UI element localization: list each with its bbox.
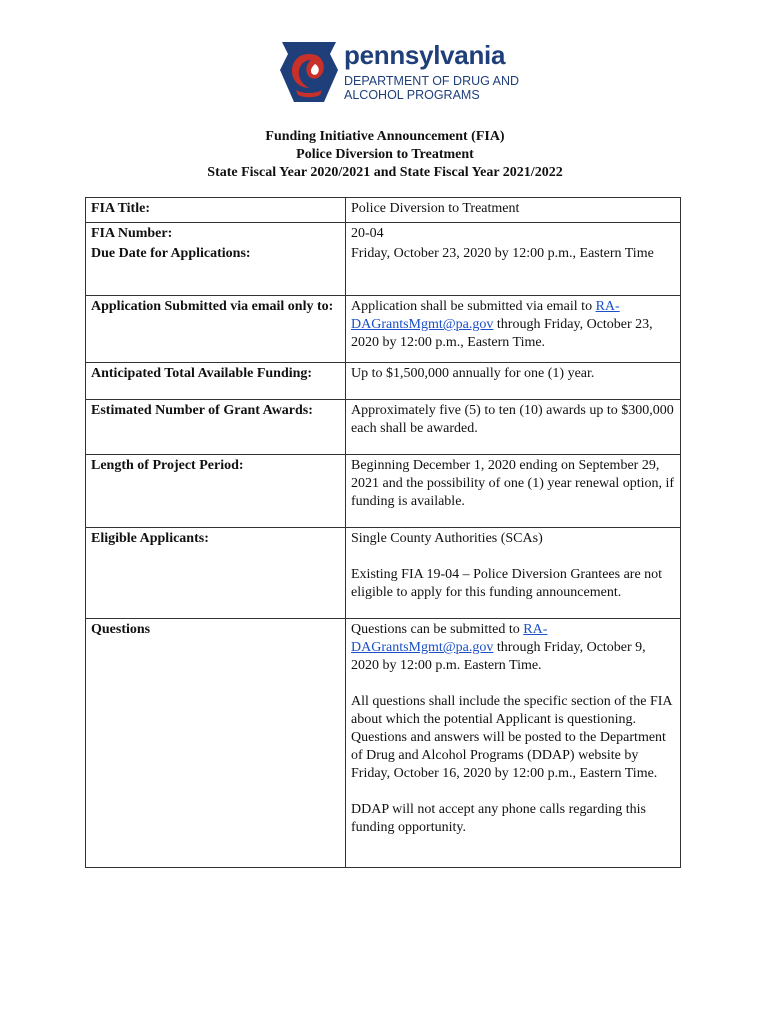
submission-value: Application shall be submitted via email to RA-DAGrantsMgmt@pa.gov through Friday, October 23, 2020 by 12:00 p.m., Eastern Time. xyxy=(346,296,681,363)
document-heading xyxy=(0,128,770,182)
department-line-2: ALCOHOL PROGRAMS xyxy=(344,88,480,102)
fia-number-value: 20-04 xyxy=(346,223,681,244)
table-row xyxy=(86,455,681,528)
eligible-value-1: Single County Authorities (SCAs) xyxy=(351,531,543,546)
questions-value-3: DDAP will not accept any phone calls regarding this funding opportunity. xyxy=(351,802,646,835)
heading-line-2: Police Diversion to Treatment xyxy=(296,147,474,162)
period-label: Length of Project Period: xyxy=(86,455,346,528)
due-date-label: Due Date for Applications: xyxy=(86,243,346,296)
fia-details-table xyxy=(85,197,681,868)
table-row xyxy=(86,296,681,363)
questions-email-link[interactable]: RA-DAGrantsMgmt@pa.gov xyxy=(351,622,548,655)
eligible-value xyxy=(346,528,681,619)
keystone-phoenix-icon xyxy=(278,40,340,104)
heading-line-1: Funding Initiative Announcement (FIA) xyxy=(265,129,505,144)
table-row xyxy=(86,363,681,400)
eligible-label: Eligible Applicants: xyxy=(86,528,346,619)
brand-name: pennsylvania xyxy=(344,40,506,70)
ddap-logo xyxy=(278,40,538,104)
table-row xyxy=(86,223,681,244)
heading-line-3: State Fiscal Year 2020/2021 and State Fiscal Year 2021/2022 xyxy=(207,165,563,180)
funding-value: Up to $1,500,000 annually for one (1) year. xyxy=(346,363,681,400)
table-row xyxy=(86,243,681,296)
eligible-value-2: Existing FIA 19-04 – Police Diversion Grantees are not eligible to apply for this funding announcement. xyxy=(351,567,663,600)
funding-label: Anticipated Total Available Funding: xyxy=(86,363,346,400)
questions-value xyxy=(346,619,681,868)
period-value: Beginning December 1, 2020 ending on September 29, 2021 and the possibility of one (1) year renewal option, if funding is available. xyxy=(346,455,681,528)
questions-label: Questions xyxy=(86,619,346,868)
fia-title-label: FIA Title: xyxy=(86,198,346,223)
table-row xyxy=(86,528,681,619)
table-row xyxy=(86,619,681,868)
questions-value-1: Questions can be submitted to RA-DAGrantsMgmt@pa.gov through Friday, October 9, 2020 by 12:00 p.m. Eastern Time. xyxy=(351,622,646,673)
due-date-value: Friday, October 23, 2020 by 12:00 p.m., Eastern Time xyxy=(346,243,681,296)
awards-label: Estimated Number of Grant Awards: xyxy=(86,400,346,455)
department-line-1: DEPARTMENT OF DRUG AND xyxy=(344,74,520,88)
submission-label: Application Submitted via email only to: xyxy=(86,296,346,363)
fia-title-value: Police Diversion to Treatment xyxy=(346,198,681,223)
awards-value: Approximately five (5) to ten (10) awards up to $300,000 each shall be awarded. xyxy=(346,400,681,455)
submission-email-link[interactable]: RA-DAGrantsMgmt@pa.gov xyxy=(351,299,620,332)
questions-value-2: All questions shall include the specific section of the FIA about which the potential Applicant is questioning. Questions and answers will be posted to the Department of Drug and Alcohol Programs (DDAP) website by Friday, October 16, 2020 by 12:00 p.m., Eastern Time. xyxy=(351,694,672,781)
table-row xyxy=(86,400,681,455)
table-row xyxy=(86,198,681,223)
fia-number-label: FIA Number: xyxy=(86,223,346,244)
